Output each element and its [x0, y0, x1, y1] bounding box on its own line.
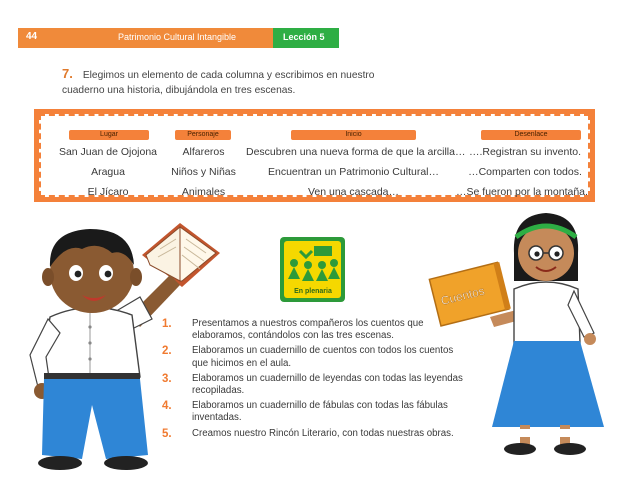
cell-personaje: Niños y Niñas: [171, 166, 236, 178]
lesson-label: Lección 5: [283, 32, 325, 42]
cell-lugar: El Jícaro: [87, 186, 129, 198]
list-text-line: Elaboramos un cuadernillo de fábulas con todas las fábulas: [192, 400, 448, 412]
question-line-1: Elegimos un elemento de cada columna y escribimos en nuestro: [82, 70, 375, 81]
question-7: [62, 66, 402, 98]
table-inner: [39, 114, 590, 197]
list-number: 5.: [162, 427, 172, 440]
question-number: 7.: [62, 66, 73, 81]
cell-personaje: Alfareros: [182, 146, 225, 158]
list-text-line: inventadas.: [192, 412, 242, 424]
list-item: [160, 428, 470, 440]
list-number: 3.: [162, 372, 172, 385]
page-number: 44: [26, 31, 38, 42]
col-header-personaje: Personaje: [175, 130, 231, 140]
cell-inicio: Encuentran un Patrimonio Cultural…: [267, 166, 439, 178]
list-item: [160, 345, 470, 369]
list-text-line: Creamos nuestro Rincón Literario, con todas nuestras obras.: [192, 427, 454, 439]
cell-desenlace: …Se fueron por la montaña.: [456, 186, 588, 198]
list-text-line: Elaboramos un cuadernillo de cuentos con todos los cuentos: [192, 345, 454, 357]
page-header: [18, 28, 324, 48]
question-line-2: cuaderno una historia, dibujándola en tres escenas.: [62, 85, 296, 96]
cell-desenlace: ….Registran su invento.: [468, 146, 582, 158]
list-text-line: recopiladas.: [192, 385, 245, 397]
header-bar: [18, 28, 273, 48]
list-number: 1.: [162, 318, 172, 330]
plenary-label: En plenaria: [294, 288, 332, 295]
cell-lugar: Aragua: [91, 166, 125, 178]
cell-desenlace: …Comparten con todos.: [468, 166, 582, 178]
lesson-badge: [273, 28, 339, 48]
list-item: [160, 400, 470, 424]
section-title: Patrimonio Cultural Intangible: [118, 32, 237, 42]
list-item: [160, 373, 470, 397]
book-cover-text: Cuentos: [439, 283, 487, 309]
list-text-line: Presentamos a nuestros compañeros los cuentos que: [192, 318, 424, 329]
col-header-lugar: Lugar: [69, 130, 149, 140]
list-text-line: elaboramos, contándolos con las tres escenas.: [192, 330, 394, 342]
group-discussion-icon: [284, 241, 341, 289]
cell-inicio: Ven una cascada…: [307, 186, 400, 198]
instructions-list: [160, 318, 470, 443]
list-number: 2.: [162, 345, 172, 358]
list-item: [160, 318, 470, 342]
col-header-desenlace: Desenlace: [481, 130, 581, 140]
list-text-line: Elaboramos un cuadernillo de leyendas con todas las leyendas: [192, 372, 463, 384]
col-header-inicio: Inicio: [291, 130, 416, 140]
cell-inicio: Descubren una nueva forma de que la arcilla…: [246, 146, 466, 158]
story-elements-table: [34, 109, 595, 202]
list-text-line: que hicimos en el aula.: [192, 357, 292, 369]
cell-lugar: San Juan de Ojojona: [58, 146, 158, 158]
cell-personaje: Animales: [181, 186, 226, 198]
open-book-icon: [142, 223, 220, 287]
list-number: 4.: [162, 400, 172, 413]
